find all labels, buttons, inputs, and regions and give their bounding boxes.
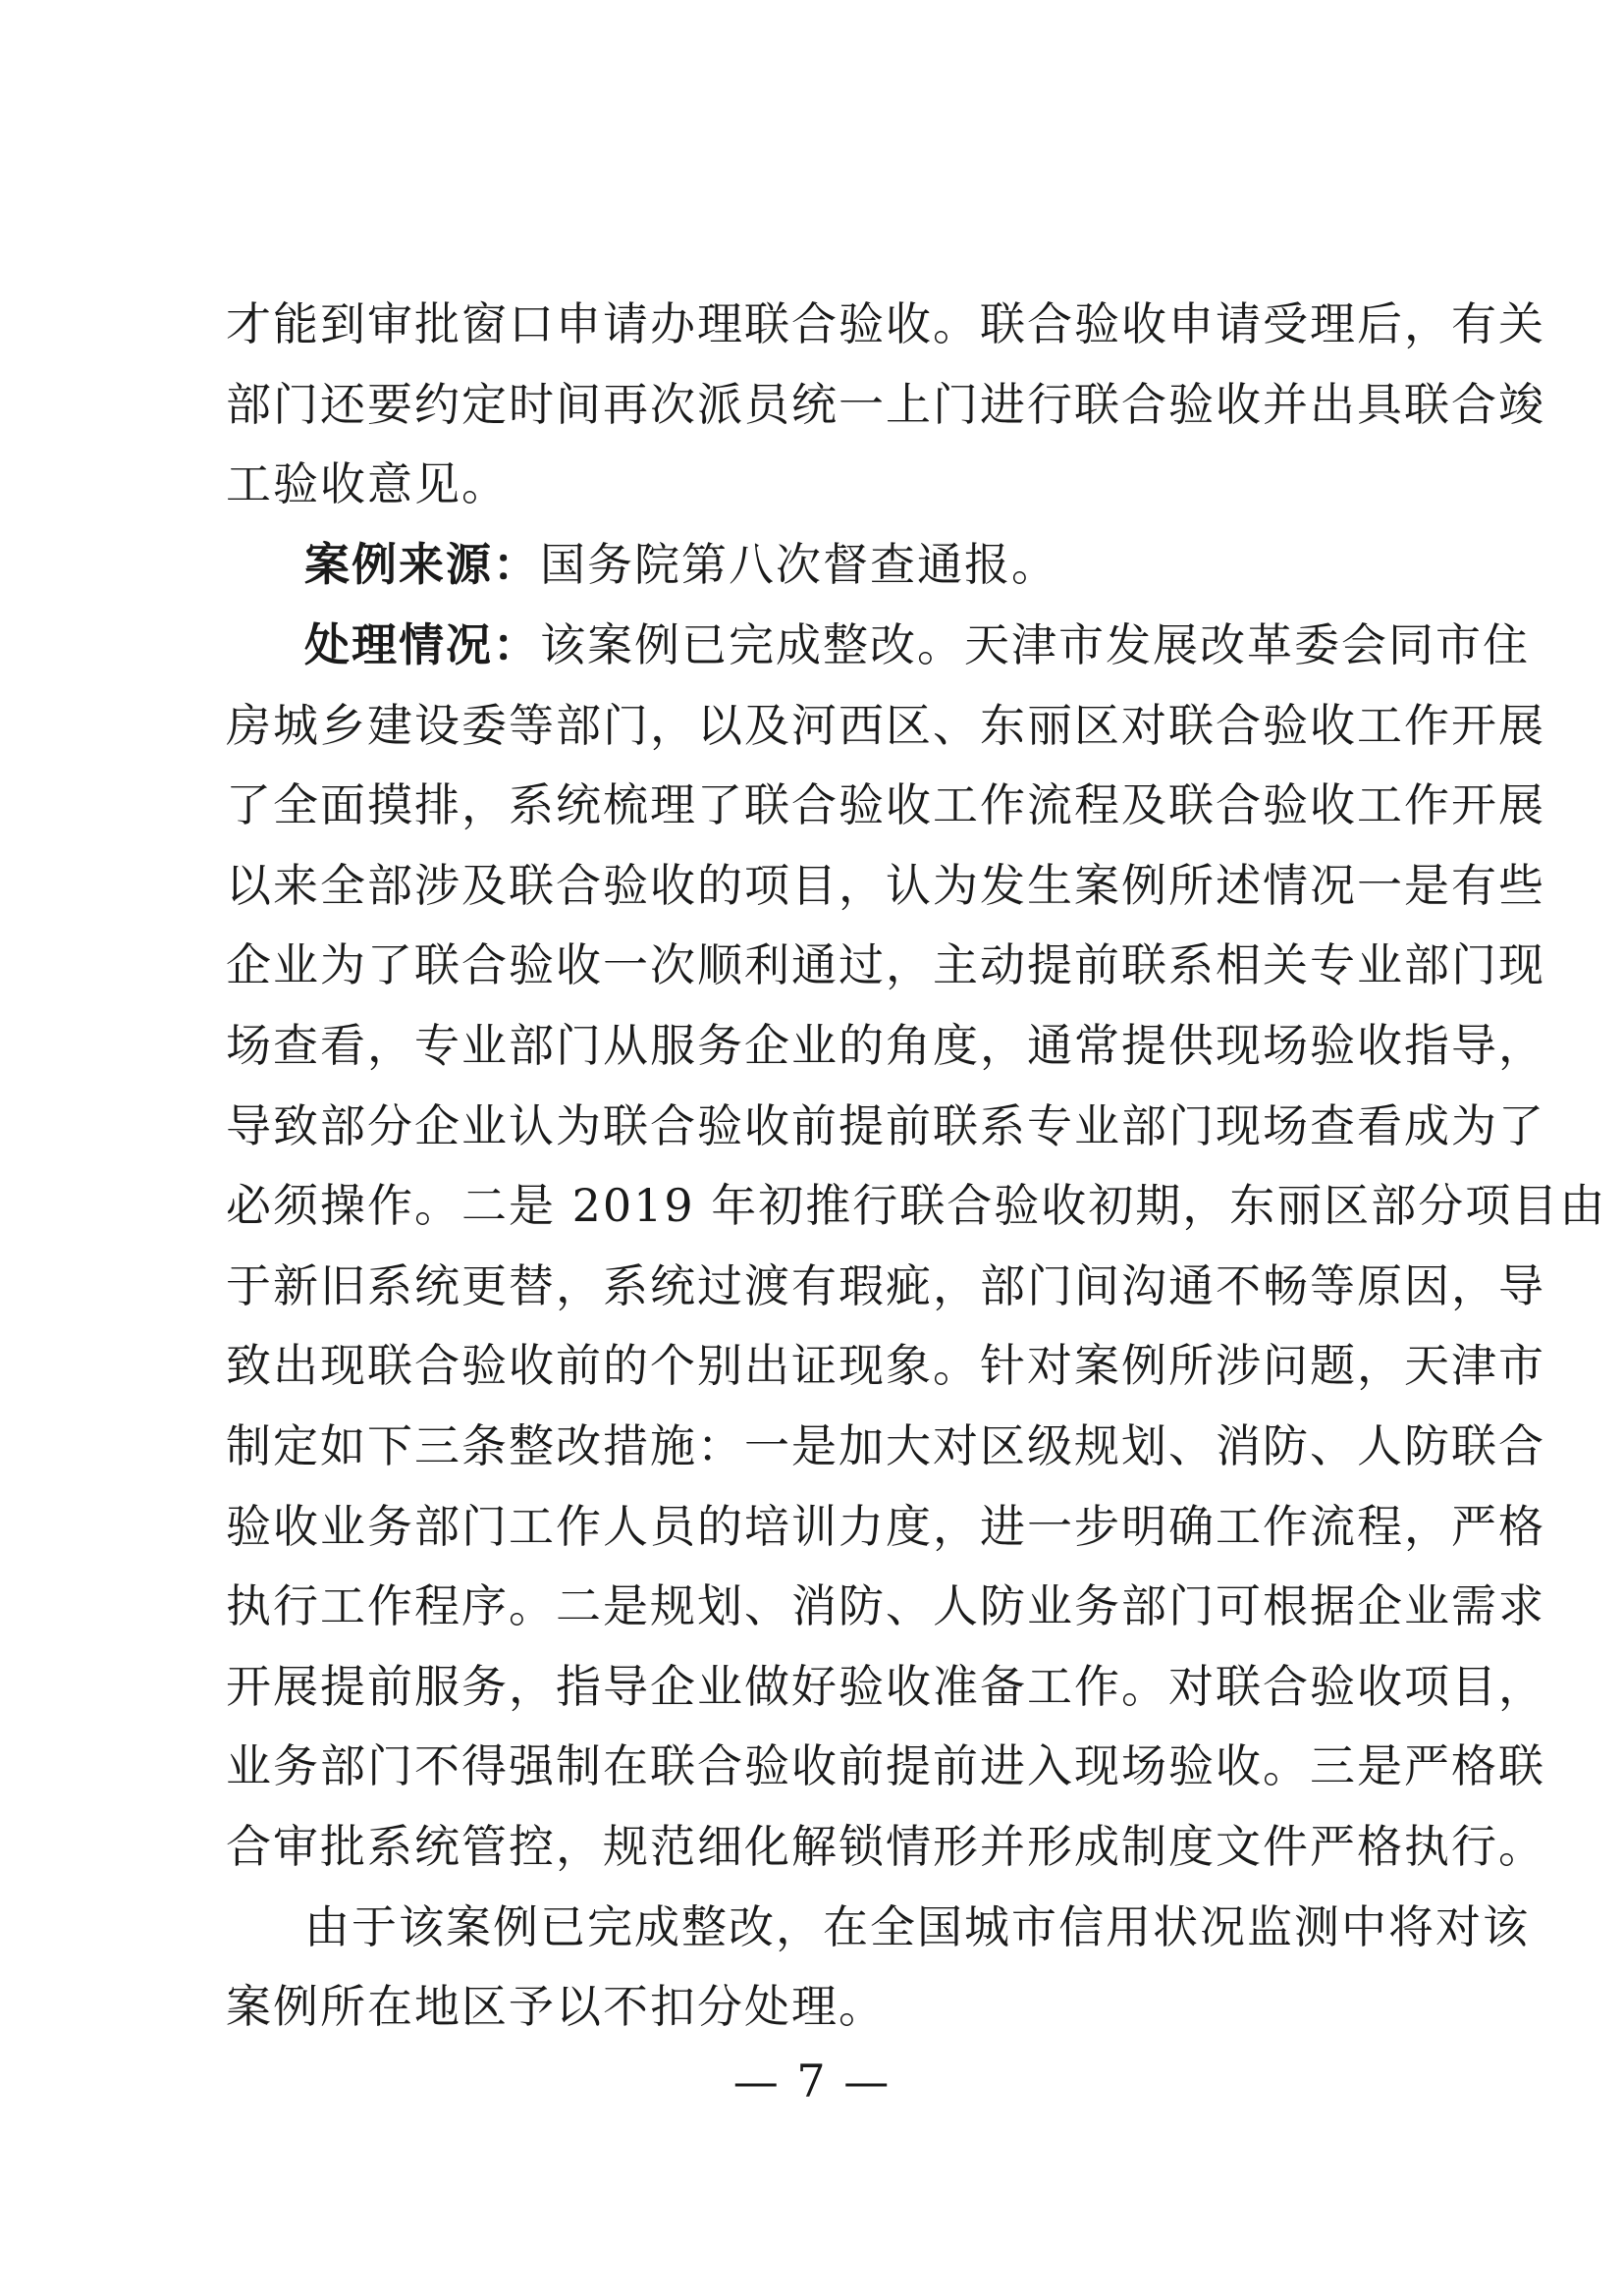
paragraph-line: 以来全部涉及联合验收的项目，认为发生案例所述情况一是有些 xyxy=(226,859,1545,912)
paragraph-line: 制定如下三条整改措施：一是加大对区级规划、消防、人防联合 xyxy=(226,1419,1545,1472)
page-number: — 7 — xyxy=(732,2055,892,2108)
case-source xyxy=(304,535,1483,594)
paragraph-line: 必须操作。二是 2019 年初推行联合验收初期，东丽区部分项目由 xyxy=(226,1179,1607,1232)
paragraph-line: 开展提前服务，指导企业做好验收准备工作。对联合验收项目， xyxy=(226,1660,1545,1713)
paragraph-line: 了全面摸排，系统梳理了联合验收工作流程及联合验收工作开展 xyxy=(226,778,1545,831)
paragraph-line: 导致部分企业认为联合验收前提前联系专业部门现场查看成为了 xyxy=(226,1099,1545,1152)
case-source-text: 国务院第八次督查通报。 xyxy=(540,538,1058,591)
paragraph-line: 案例所在地区予以不扣分处理。 xyxy=(226,1980,886,2033)
paragraph-line: 由于该案例已完成整改，在全国城市信用状况监测中将对该 xyxy=(304,1900,1530,1953)
paragraph-line: 合审批系统管控，规范细化解锁情形并形成制度文件严格执行。 xyxy=(226,1820,1545,1873)
handling-label: 处理情况： xyxy=(304,618,540,671)
paragraph-line: 致出现联合验收前的个别出证现象。针对案例所涉问题，天津市 xyxy=(226,1339,1545,1392)
paragraph-line: 企业为了联合验收一次顺利通过，主动提前联系相关专业部门现 xyxy=(226,938,1545,991)
paragraph-line: 业务部门不得强制在联合验收前提前进入现场验收。三是严格联 xyxy=(226,1739,1545,1792)
paragraph-line: 执行工作程序。二是规划、消防、人防业务部门可根据企业需求 xyxy=(226,1579,1545,1632)
paragraph-line: 于新旧系统更替，系统过渡有瑕疵，部门间沟通不畅等原因，导 xyxy=(226,1259,1545,1312)
handling-first-line xyxy=(304,615,1530,674)
paragraph-line: 部门还要约定时间再次派员统一上门进行联合验收并出具联合竣 xyxy=(226,378,1545,431)
paragraph-line: 工验收意见。 xyxy=(226,457,509,510)
paragraph-line: 场查看，专业部门从服务企业的角度，通常提供现场验收指导， xyxy=(226,1019,1545,1072)
handling-first-line-text: 该案例已完成整改。天津市发展改革委会同市住 xyxy=(540,618,1530,671)
case-source-label: 案例来源： xyxy=(304,538,540,591)
paragraph-line: 验收业务部门工作人员的培训力度，进一步明确工作流程，严格 xyxy=(226,1500,1545,1553)
paragraph-line: 才能到审批窗口申请办理联合验收。联合验收申请受理后，有关 xyxy=(226,297,1545,350)
paragraph-line: 房城乡建设委等部门，以及河西区、东丽区对联合验收工作开展 xyxy=(226,699,1545,752)
